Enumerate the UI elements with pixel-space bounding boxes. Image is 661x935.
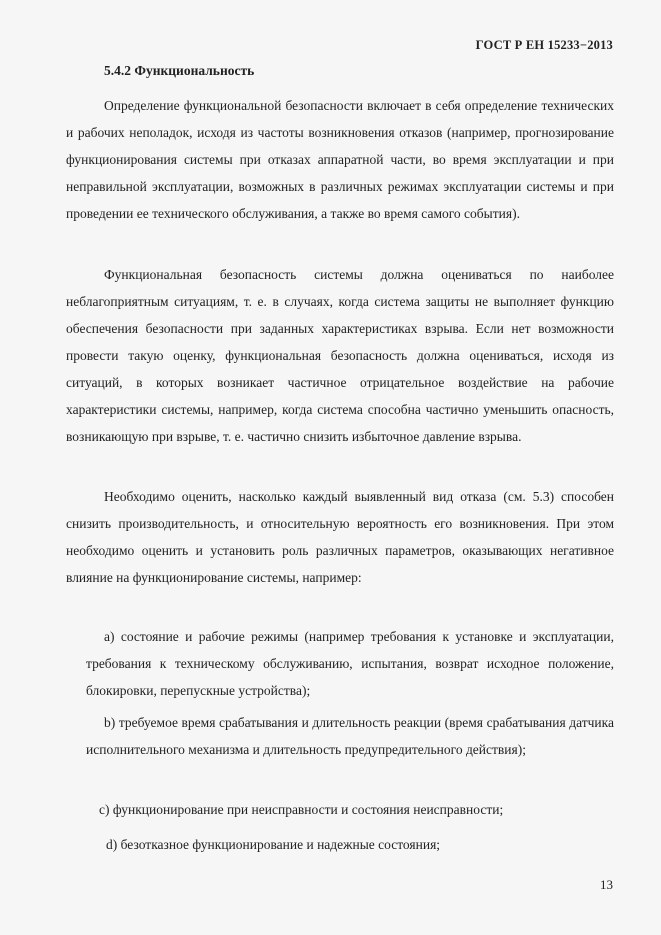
section-heading: 5.4.2 Функциональность bbox=[104, 63, 255, 78]
paragraph-2: Функциональная безопасность системы должна оцениваться по наиболее неблагоприятным ситуациям, т. е. в случаях, когда система защиты не выполняет функцию обеспечения безопасности при заданных характеристиках взрыва. Если нет возможности провести такую оценку, функциональная безопасность должна оцениваться, исходя из ситуаций, в которых возникает частичное отрицательное воздействие на рабочие характеристики системы, например, когда система способна частично уменьшить опасность, возникающую при взрыве, т. е. частично снизить избыточное давление взрыва. bbox=[66, 267, 614, 444]
list-item-c: c) функционирование при неисправности и состояния неисправности; bbox=[99, 802, 504, 817]
list-item-d: d) безотказное функционирование и надежные состояния; bbox=[106, 837, 441, 852]
list-item-a: a) состояние и рабочие режимы (например требования к установке и эксплуатации, требования к техническому обслуживанию, испытания, возврат исходное положение, блокировки, перепускные устройства); bbox=[86, 629, 614, 698]
paragraph-3: Необходимо оценить, насколько каждый выявленный вид отказа (см. 5.3) способен снизить производительность, и относительную вероятность его возникновения. При этом необходимо оценить и установить роль различных параметров, оказывающих негативное влияние на функционирование системы, например: bbox=[66, 489, 614, 585]
page-number: 13 bbox=[600, 877, 613, 892]
paragraph-1: Определение функциональной безопасности включает в себя определение технических и рабочих неполадок, исходя из частоты возникновения отказов (например, прогнозирование функционирования системы при отказах аппаратной части, во время эксплуатации и при неправильной эксплуатации, возможных в различных режимах эксплуатации системы и при проведении ее технического обслуживания, а также во время самого события). bbox=[66, 98, 614, 221]
list-item-b: b) требуемое время срабатывания и длительность реакции (время срабатывания датчика исполнительного механизма и длительность предупредительного действия); bbox=[86, 715, 614, 757]
standard-header: ГОСТ Р ЕН 15233−2013 bbox=[475, 38, 613, 52]
